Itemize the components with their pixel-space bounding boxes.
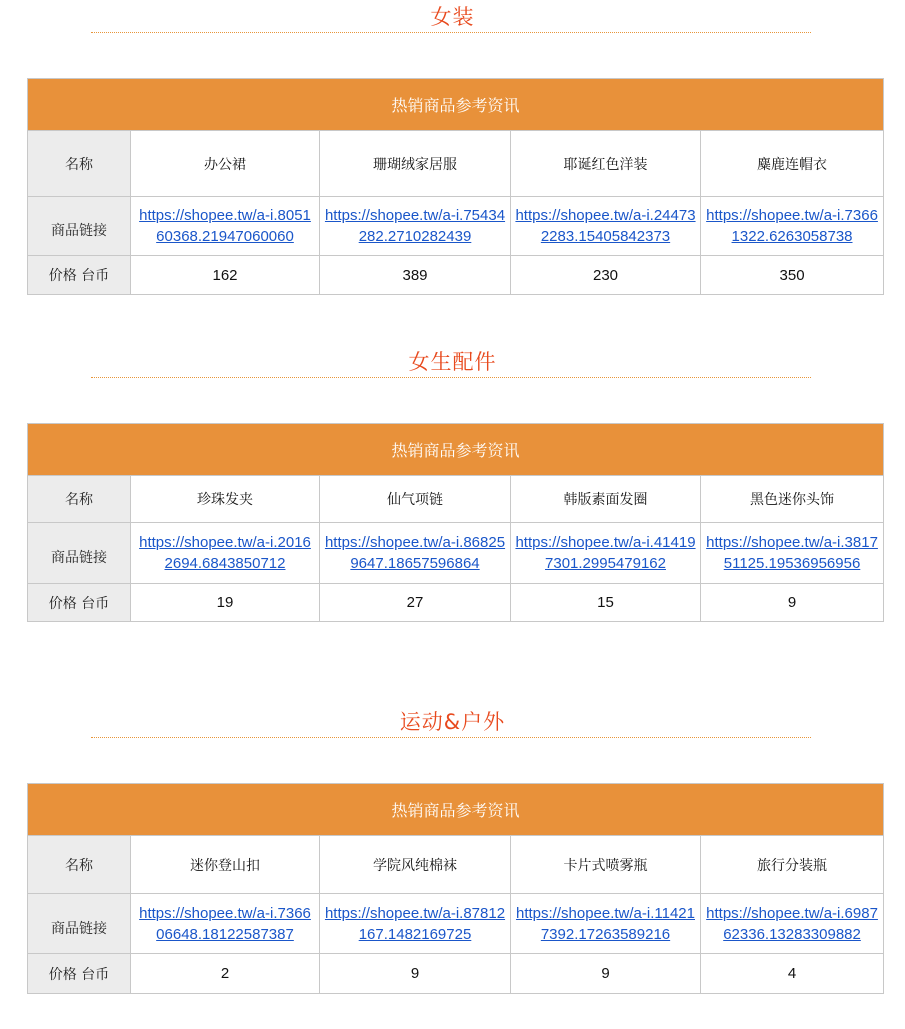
product-name: 学院风纯棉袜 xyxy=(320,836,511,894)
product-link[interactable]: https://shopee.tw/a-i.381751125.19536956956 xyxy=(706,534,878,572)
product-name: 仙气项链 xyxy=(320,476,511,523)
product-link[interactable]: https://shopee.tw/a-i.73661322.6263058738 xyxy=(706,207,878,245)
table-header: 热销商品参考资讯 xyxy=(28,79,884,131)
product-price: 9 xyxy=(511,954,701,994)
link-row xyxy=(28,523,884,584)
product-name: 旅行分装瓶 xyxy=(701,836,884,894)
product-table-womens-clothing xyxy=(27,78,884,295)
product-price: 4 xyxy=(701,954,884,994)
price-row xyxy=(28,584,884,622)
product-name: 珍珠发夹 xyxy=(131,476,320,523)
product-link[interactable]: https://shopee.tw/a-i.868259647.18657596864 xyxy=(324,534,506,572)
section-title-womens-accessories: 女生配件 xyxy=(408,350,497,374)
link-row xyxy=(28,894,884,954)
product-price: 15 xyxy=(511,584,701,622)
section-title-sports-outdoor: 运动&户外 xyxy=(399,710,506,734)
product-link[interactable]: https://shopee.tw/a-i.114217392.17263589216 xyxy=(515,904,695,943)
table-header: 热销商品参考资讯 xyxy=(28,424,884,476)
product-table-sports-outdoor xyxy=(27,783,884,994)
product-name: 办公裙 xyxy=(131,131,320,197)
row-label-link: 商品链接 xyxy=(28,197,131,256)
row-label-link: 商品链接 xyxy=(28,523,131,584)
product-link[interactable]: https://shopee.tw/a-i.87812167.1482169725 xyxy=(324,904,506,943)
product-link[interactable]: https://shopee.tw/a-i.414197301.2995479162 xyxy=(515,534,696,572)
product-link[interactable]: https://shopee.tw/a-i.805160368.21947060060 xyxy=(139,207,311,245)
product-price: 19 xyxy=(131,584,320,622)
price-row xyxy=(28,256,884,295)
product-link[interactable]: https://shopee.tw/a-i.736606648.18122587387 xyxy=(139,904,311,943)
product-name: 珊瑚绒家居服 xyxy=(320,131,511,197)
row-label-name: 名称 xyxy=(28,836,131,894)
row-label-price: 价格 台币 xyxy=(28,256,131,295)
product-name: 麋鹿连帽衣 xyxy=(701,131,884,197)
row-label-name: 名称 xyxy=(28,131,131,197)
product-name: 黑色迷你头饰 xyxy=(701,476,884,523)
product-link[interactable]: https://shopee.tw/a-i.698762336.13283309882 xyxy=(706,904,878,943)
product-name: 迷你登山扣 xyxy=(131,836,320,894)
product-link[interactable]: https://shopee.tw/a-i.244732283.15405842373 xyxy=(515,207,696,245)
row-label-name: 名称 xyxy=(28,476,131,523)
product-price: 162 xyxy=(131,256,320,295)
product-price: 230 xyxy=(511,256,701,295)
name-row xyxy=(28,131,884,197)
row-label-price: 价格 台币 xyxy=(28,954,131,994)
price-row xyxy=(28,954,884,994)
section-divider xyxy=(91,32,811,33)
link-row xyxy=(28,197,884,256)
product-price: 2 xyxy=(131,954,320,994)
table-header-row xyxy=(28,784,884,836)
product-price: 389 xyxy=(320,256,511,295)
section-divider xyxy=(91,737,811,738)
product-name: 卡片式喷雾瓶 xyxy=(511,836,701,894)
table-header-row xyxy=(28,424,884,476)
product-price: 350 xyxy=(701,256,884,295)
product-price: 9 xyxy=(320,954,511,994)
product-name: 耶诞红色洋装 xyxy=(511,131,701,197)
name-row xyxy=(28,476,884,523)
section-title-womens-clothing: 女装 xyxy=(430,5,475,29)
product-price: 9 xyxy=(701,584,884,622)
product-link[interactable]: https://shopee.tw/a-i.75434282.2710282439 xyxy=(324,207,506,245)
row-label-price: 价格 台币 xyxy=(28,584,131,622)
product-name: 韩版素面发圈 xyxy=(511,476,701,523)
table-header-row xyxy=(28,79,884,131)
product-link[interactable]: https://shopee.tw/a-i.20162694.6843850712 xyxy=(139,534,311,572)
row-label-link: 商品链接 xyxy=(28,894,131,954)
section-divider xyxy=(91,377,811,378)
product-table-womens-accessories xyxy=(27,423,884,622)
name-row xyxy=(28,836,884,894)
product-price: 27 xyxy=(320,584,511,622)
table-header: 热销商品参考资讯 xyxy=(28,784,884,836)
